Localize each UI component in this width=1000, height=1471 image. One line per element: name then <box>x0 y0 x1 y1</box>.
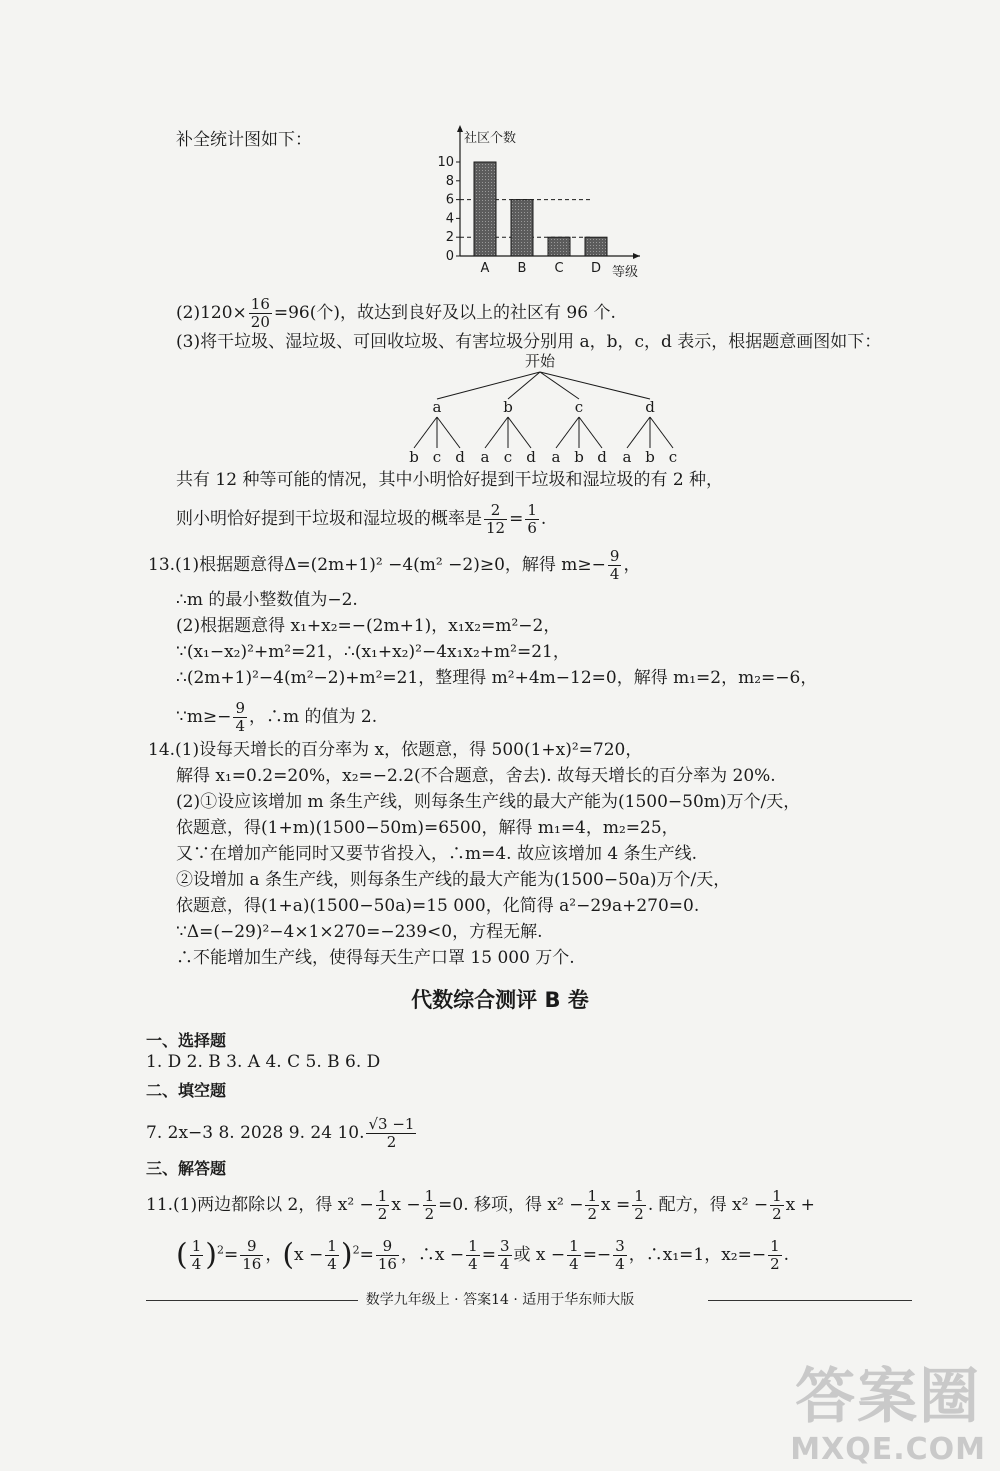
q14-line-2: 解得 x₁=0.2=20%，x₂=−2.2(不合题意，舍去). 故每天增长的百分率为 20%. <box>176 766 776 786</box>
q11-line-2: ( $\frac{1}{4}$ )$^2$= $\frac{9}{16}$ ，(x − $\frac{1}{4}$ )$^2$= $\frac{9}{16}$ ，∴x − $\frac{1}{4}$ = $\frac{3}{4}$ 或 x − $\frac{1}{4}$ =− $\frac{3}{4}$ ，∴x₁=1，x₂=− $\frac{1}{2}$ . <box>176 1237 790 1273</box>
y-axis-label: 社区个数 <box>464 131 517 146</box>
intro-label: 补全统计图如下： <box>176 130 312 150</box>
q14-line-7: 依题意，得(1+a)(1500−50a)=15 000，化简得 a²−29a+270=0. <box>176 896 700 916</box>
tree-node-b: b <box>503 398 513 416</box>
footer-rule-right <box>708 1300 912 1301</box>
bar-C <box>548 237 570 256</box>
tree-root: 开始 <box>524 352 556 370</box>
q14-line-3: (2)①设应该增加 m 条生产线，则每条生产线的最大产能为(1500−50m)万个/天， <box>176 792 801 812</box>
tree-edge <box>508 417 531 448</box>
tree-edge <box>540 372 650 399</box>
tree-leaf: a <box>551 448 561 466</box>
q13-line-3: (2)根据题意得 x₁+x₂=−(2m+1)，x₁x₂=m²−2， <box>176 616 561 636</box>
tree-edge <box>414 417 437 448</box>
tree-diagram <box>395 352 685 470</box>
bar-B <box>511 200 533 256</box>
bar-A <box>474 162 496 256</box>
y-tick-label: 2 <box>445 230 454 246</box>
q14-line-8: ∵Δ=(−29)²−4×1×270=−239<0，方程无解. <box>176 922 543 942</box>
tree-leaf: d <box>455 448 465 466</box>
tree-leaf: c <box>668 448 678 466</box>
tree-leaf: d <box>526 448 536 466</box>
q11-line-1: 11.(1)两边都除以 2，得 x² − $\frac{1}{2}$ x − $\frac{1}{2}$ =0. 移项，得 x² − $\frac{1}{2}$ x = $\frac{1}{2}$ . 配方，得 x² − $\frac{1}{2}$ x + <box>146 1187 815 1223</box>
tree-leaf: b <box>574 448 584 466</box>
x-tick-label: B <box>517 261 527 276</box>
y-tick-label: 10 <box>437 155 454 170</box>
section-fill-heading: 二、填空题 <box>146 1081 227 1100</box>
x-axis-arrow <box>633 253 640 259</box>
y-tick-label: 4 <box>445 211 454 227</box>
q14-line-5: 又∵在增加产能同时又要节省投入，∴m=4. 故应该增加 4 条生产线. <box>176 844 698 864</box>
q13-line-6: ∵m≥− $\frac{9}{4}$ ，∴m 的值为 2. <box>176 699 378 735</box>
x-tick-label: A <box>480 261 490 276</box>
x-tick-label: C <box>554 261 564 276</box>
q13-line-2: ∴m 的最小整数值为−2. <box>176 590 358 610</box>
bar-D <box>585 237 607 256</box>
tree-leaf: a <box>622 448 632 466</box>
y-tick-label: 0 <box>445 249 454 264</box>
tree-edge <box>650 417 673 448</box>
tree-edge <box>556 417 579 448</box>
tree-node-d: d <box>645 398 655 416</box>
watermark: 答案圈 MXQE.COM <box>790 1362 986 1467</box>
q13-line-1: 13.(1)根据题意得Δ=(2m+1)² −4(m² −2)≥0，解得 m≥− $\frac{9}{4}$ ， <box>148 547 641 583</box>
tree-node-c: c <box>574 398 584 416</box>
y-axis-arrow <box>457 125 463 132</box>
section-solve-heading: 三、解答题 <box>146 1159 227 1178</box>
q14-line-4: 依题意，得(1+m)(1500−50m)=6500，解得 m₁=4，m₂=25， <box>176 818 679 838</box>
tree-leaf: b <box>409 448 419 466</box>
x-axis-label: 等级 <box>612 265 639 280</box>
q14-line-1: 14.(1)设每天增长的百分率为 x，依题意，得 500(1+x)²=720， <box>148 740 643 760</box>
tree-leaf: d <box>597 448 607 466</box>
section-title: 代数综合测评 B 卷 <box>411 988 589 1012</box>
tree-edge <box>579 417 602 448</box>
y-tick-label: 6 <box>445 192 454 208</box>
tree-edge <box>540 372 579 399</box>
y-tick-label: 8 <box>445 173 454 189</box>
conclusion-line-2: 则小明恰好提到干垃圾和湿垃圾的概率是 $\frac{2}{12}$ = $\frac{1}{6}$ . <box>176 501 547 537</box>
footer: 数学九年级上 · 答案14 · 适用于华东师大版 <box>365 1292 635 1308</box>
part2-line: (2)120× $\frac{16}{20}$ =96(个)，故达到良好及以上的社区有 96 个. <box>176 295 616 331</box>
conclusion-line-1: 共有 12 种等可能的情况，其中小明恰好提到干垃圾和湿垃圾的有 2 种， <box>176 470 724 490</box>
tree-leaf: c <box>503 448 513 466</box>
tree-leaf: c <box>432 448 442 466</box>
tree-edge <box>437 417 460 448</box>
part3-line: (3)将干垃圾、湿垃圾、可回收垃圾、有害垃圾分别用 a，b，c，d 表示，根据题意画图如下： <box>176 332 882 352</box>
bar-chart <box>425 122 665 282</box>
tree-leaf: a <box>480 448 490 466</box>
tree-leaf: b <box>645 448 655 466</box>
tree-edge <box>627 417 650 448</box>
q14-line-6: ②设增加 a 条生产线，则每条生产线的最大产能为(1500−50a)万个/天， <box>176 870 731 890</box>
tree-node-a: a <box>432 398 442 416</box>
x-tick-label: D <box>590 261 602 276</box>
q13-line-4: ∵(x₁−x₂)²+m²=21，∴(x₁+x₂)²−4x₁x₂+m²=21， <box>176 642 570 662</box>
section-choice-heading: 一、选择题 <box>146 1031 227 1050</box>
choice-answers: 1. D 2. B 3. A 4. C 5. B 6. D <box>146 1052 381 1072</box>
q14-line-9: ∴不能增加生产线，使得每天生产口罩 15 000 万个. <box>176 948 575 968</box>
fraction-16-20: $\frac{16}{20}$ <box>250 295 270 331</box>
q13-line-5: ∴(2m+1)²−4(m²−2)+m²=21，整理得 m²+4m−12=0，解得 m₁=2，m₂=−6， <box>176 668 818 688</box>
tree-edge <box>485 417 508 448</box>
fill-answers: 7. 2x−3 8. 2028 9. 24 10. $\frac{√3 -1}{2}$ <box>146 1115 415 1151</box>
